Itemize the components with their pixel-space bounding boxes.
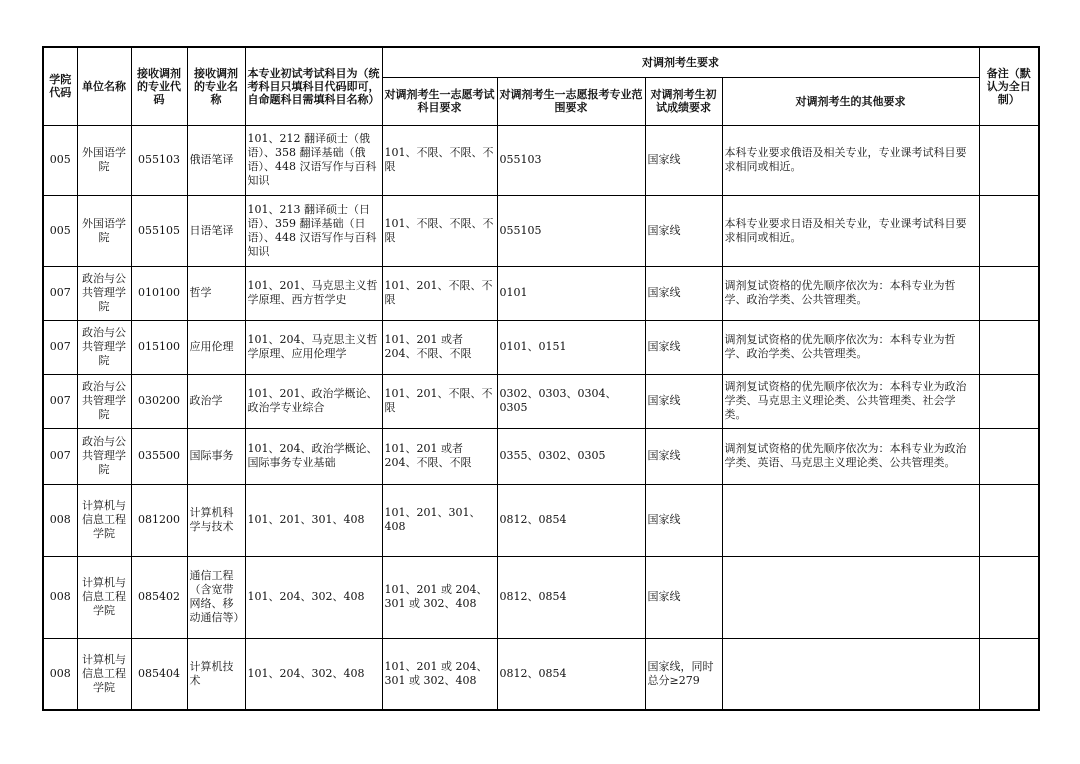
cell-req-other: 本科专业要求俄语及相关专业，专业课考试科目要求相同或相近。 xyxy=(722,125,979,195)
cell-unit: 政治与公共管理学院 xyxy=(77,320,131,374)
header-major-code: 接收调剂的专业代码 xyxy=(131,47,187,125)
cell-req-scope: 0302、0303、0304、0305 xyxy=(497,374,645,428)
table-row xyxy=(43,320,1039,374)
cell-req-scope: 0355、0302、0305 xyxy=(497,428,645,484)
cell-remark xyxy=(979,374,1039,428)
cell-major-name: 哲学 xyxy=(187,266,245,320)
cell-unit: 计算机与信息工程学院 xyxy=(77,638,131,710)
cell-major-code: 055103 xyxy=(131,125,187,195)
cell-req-score: 国家线 xyxy=(645,374,722,428)
cell-req-other xyxy=(722,556,979,638)
cell-exam: 101、201、马克思主义哲学原理、西方哲学史 xyxy=(245,266,382,320)
table-row xyxy=(43,484,1039,556)
header-req-other: 对调剂考生的其他要求 xyxy=(722,77,979,125)
cell-req-subjects: 101、201、不限、不限 xyxy=(382,266,497,320)
cell-req-score: 国家线 xyxy=(645,320,722,374)
cell-req-score: 国家线 xyxy=(645,266,722,320)
cell-major-name: 俄语笔译 xyxy=(187,125,245,195)
cell-req-score: 国家线 xyxy=(645,556,722,638)
table-header xyxy=(43,47,1039,125)
cell-req-subjects: 101、不限、不限、不限 xyxy=(382,195,497,266)
header-req-subjects: 对调剂考生一志愿考试科目要求 xyxy=(382,77,497,125)
cell-req-other xyxy=(722,484,979,556)
cell-req-scope: 055105 xyxy=(497,195,645,266)
cell-remark xyxy=(979,195,1039,266)
cell-major-code: 085404 xyxy=(131,638,187,710)
cell-major-code: 035500 xyxy=(131,428,187,484)
cell-unit: 外国语学院 xyxy=(77,195,131,266)
cell-req-subjects: 101、不限、不限、不限 xyxy=(382,125,497,195)
cell-req-subjects: 101、201、不限、不限 xyxy=(382,374,497,428)
cell-college-code: 005 xyxy=(43,195,77,266)
cell-major-name: 日语笔译 xyxy=(187,195,245,266)
table-row xyxy=(43,266,1039,320)
cell-req-score: 国家线 xyxy=(645,484,722,556)
header-remark: 备注（默认为全日制） xyxy=(979,47,1039,125)
header-req-score: 对调剂考生初试成绩要求 xyxy=(645,77,722,125)
cell-req-subjects: 101、201、301、408 xyxy=(382,484,497,556)
cell-major-code: 010100 xyxy=(131,266,187,320)
cell-college-code: 008 xyxy=(43,638,77,710)
cell-major-name: 政治学 xyxy=(187,374,245,428)
cell-remark xyxy=(979,428,1039,484)
table-row xyxy=(43,125,1039,195)
cell-major-name: 通信工程（含宽带网络、移动通信等） xyxy=(187,556,245,638)
cell-unit: 外国语学院 xyxy=(77,125,131,195)
cell-major-code: 055105 xyxy=(131,195,187,266)
cell-exam: 101、212 翻译硕士（俄语）、358 翻译基础（俄语）、448 汉语写作与百科知识 xyxy=(245,125,382,195)
cell-unit: 政治与公共管理学院 xyxy=(77,266,131,320)
cell-req-scope: 0101 xyxy=(497,266,645,320)
cell-req-other: 本科专业要求日语及相关专业，专业课考试科目要求相同或相近。 xyxy=(722,195,979,266)
cell-req-score: 国家线 xyxy=(645,428,722,484)
cell-req-other xyxy=(722,638,979,710)
cell-req-subjects: 101、201 或 204、301 或 302、408 xyxy=(382,638,497,710)
cell-exam: 101、201、301、408 xyxy=(245,484,382,556)
cell-req-other: 调剂复试资格的优先顺序依次为：本科专业为哲学、政治学类、公共管理类。 xyxy=(722,266,979,320)
cell-exam: 101、213 翻译硕士（日语）、359 翻译基础（日语）、448 汉语写作与百科知识 xyxy=(245,195,382,266)
cell-college-code: 008 xyxy=(43,556,77,638)
cell-req-score: 国家线，同时总分≥279 xyxy=(645,638,722,710)
cell-req-subjects: 101、201 或者 204、不限、不限 xyxy=(382,320,497,374)
cell-req-scope: 0812、0854 xyxy=(497,638,645,710)
header-major-name: 接收调剂的专业名称 xyxy=(187,47,245,125)
cell-major-name: 应用伦理 xyxy=(187,320,245,374)
table-body xyxy=(43,125,1039,710)
cell-major-name: 国际事务 xyxy=(187,428,245,484)
table-row xyxy=(43,428,1039,484)
cell-college-code: 007 xyxy=(43,320,77,374)
table-row xyxy=(43,374,1039,428)
cell-unit: 政治与公共管理学院 xyxy=(77,428,131,484)
cell-unit: 政治与公共管理学院 xyxy=(77,374,131,428)
cell-college-code: 007 xyxy=(43,428,77,484)
cell-college-code: 005 xyxy=(43,125,77,195)
cell-exam: 101、204、302、408 xyxy=(245,556,382,638)
cell-major-code: 015100 xyxy=(131,320,187,374)
cell-major-name: 计算机技术 xyxy=(187,638,245,710)
table-row xyxy=(43,638,1039,710)
cell-exam: 101、201、政治学概论、政治学专业综合 xyxy=(245,374,382,428)
cell-major-code: 081200 xyxy=(131,484,187,556)
header-req-scope: 对调剂考生一志愿报考专业范围要求 xyxy=(497,77,645,125)
cell-exam: 101、204、马克思主义哲学原理、应用伦理学 xyxy=(245,320,382,374)
cell-req-subjects: 101、201 或者 204、不限、不限 xyxy=(382,428,497,484)
cell-req-subjects: 101、201 或 204、301 或 302、408 xyxy=(382,556,497,638)
header-exam-subjects: 本专业初试考试科目为（统考科目只填科目代码即可，自命题科目需填科目名称） xyxy=(245,47,382,125)
cell-req-other: 调剂复试资格的优先顺序依次为：本科专业为哲学、政治学类、公共管理类。 xyxy=(722,320,979,374)
header-unit-name: 单位名称 xyxy=(77,47,131,125)
cell-remark xyxy=(979,125,1039,195)
header-college-code: 学院代码 xyxy=(43,47,77,125)
table-row xyxy=(43,556,1039,638)
cell-req-other: 调剂复试资格的优先顺序依次为：本科专业为政治学类、英语、马克思主义理论类、公共管理类。 xyxy=(722,428,979,484)
cell-remark xyxy=(979,638,1039,710)
cell-req-other: 调剂复试资格的优先顺序依次为：本科专业为政治学类、马克思主义理论类、公共管理类、社会学类。 xyxy=(722,374,979,428)
cell-major-code: 030200 xyxy=(131,374,187,428)
cell-remark xyxy=(979,266,1039,320)
cell-remark xyxy=(979,320,1039,374)
cell-college-code: 007 xyxy=(43,266,77,320)
adjustment-table xyxy=(42,46,1040,711)
cell-major-code: 085402 xyxy=(131,556,187,638)
cell-req-scope: 055103 xyxy=(497,125,645,195)
cell-req-score: 国家线 xyxy=(645,125,722,195)
table-row xyxy=(43,195,1039,266)
cell-college-code: 007 xyxy=(43,374,77,428)
cell-req-scope: 0101、0151 xyxy=(497,320,645,374)
cell-req-scope: 0812、0854 xyxy=(497,556,645,638)
header-requirements-group: 对调剂考生要求 xyxy=(382,47,979,77)
cell-remark xyxy=(979,484,1039,556)
cell-exam: 101、204、302、408 xyxy=(245,638,382,710)
cell-exam: 101、204、政治学概论、国际事务专业基础 xyxy=(245,428,382,484)
cell-req-score: 国家线 xyxy=(645,195,722,266)
cell-req-scope: 0812、0854 xyxy=(497,484,645,556)
cell-remark xyxy=(979,556,1039,638)
cell-unit: 计算机与信息工程学院 xyxy=(77,484,131,556)
cell-major-name: 计算机科学与技术 xyxy=(187,484,245,556)
cell-college-code: 008 xyxy=(43,484,77,556)
cell-unit: 计算机与信息工程学院 xyxy=(77,556,131,638)
